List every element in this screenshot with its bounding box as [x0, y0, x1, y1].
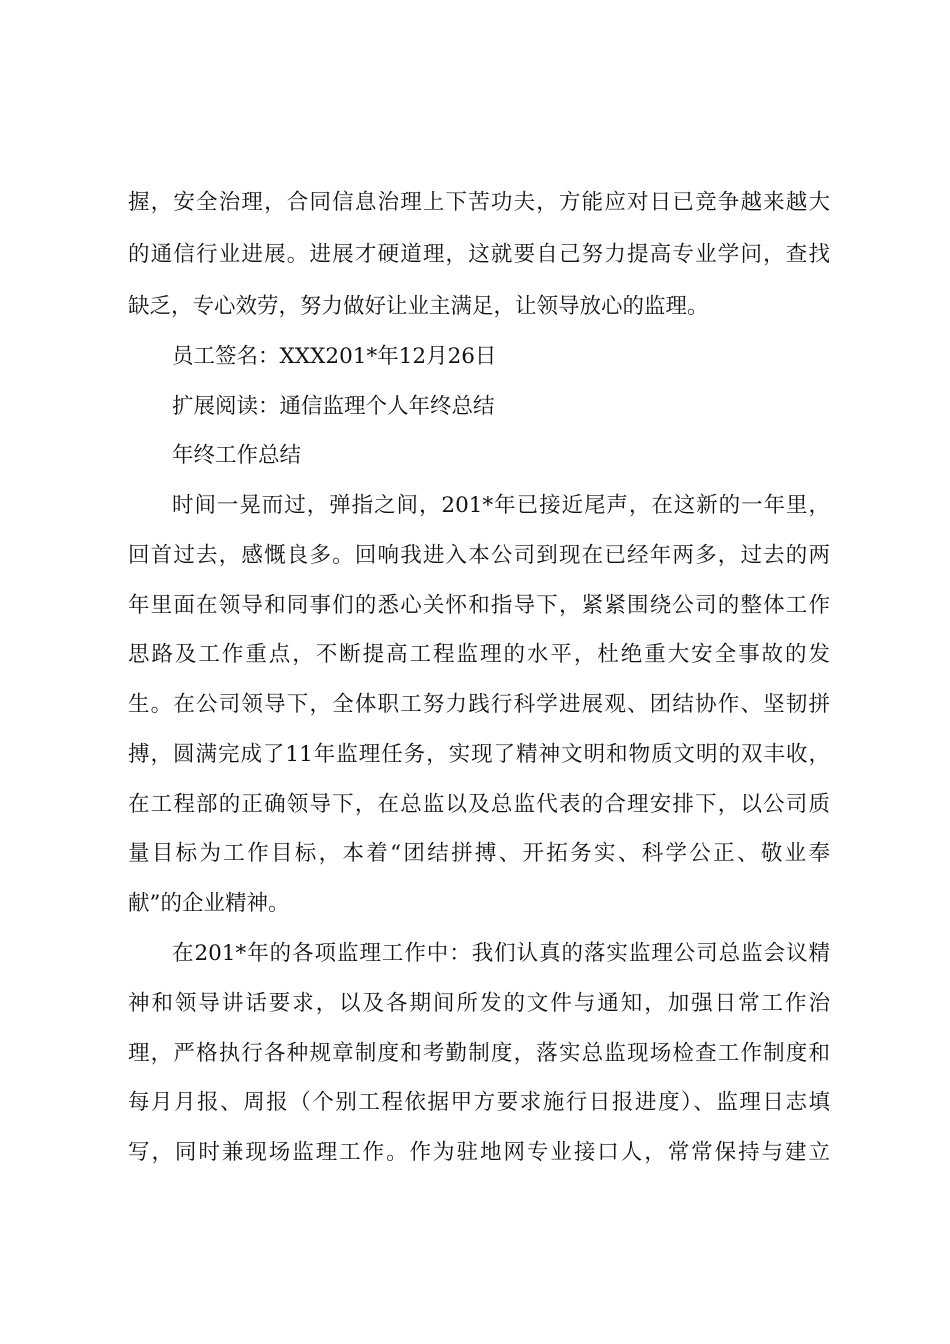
paragraph-line: 在201*年的各项监理工作中：我们认真的落实监理公司总监会议精 — [172, 941, 830, 966]
paragraph-line: 写，同时兼现场监理工作。作为驻地网专业接口人，常常保持与建立 — [128, 1140, 830, 1165]
paragraph-line: 搏，圆满完成了11年监理任务，实现了精神文明和物质文明的双丰收， — [128, 742, 830, 767]
paragraph-line: 理，严格执行各种规章制度和考勤制度，落实总监现场检查工作制度和 — [128, 1041, 830, 1066]
paragraph-line: 献”的企业精神。 — [128, 891, 290, 916]
extended-reading-line: 扩展阅读：通信监理个人年终总结 — [172, 394, 495, 419]
paragraph-line: 思路及工作重点，不断提高工程监理的水平，杜绝重大安全事故的发 — [128, 642, 830, 667]
paragraph-line: 握，安全治理，合同信息治理上下苦功夫，方能应对日已竞争越来越大 — [128, 190, 830, 215]
paragraph-line: 每月月报、周报（个别工程依据甲方要求施行日报进度）、监理日志填 — [128, 1090, 830, 1115]
paragraph-line: 在工程部的正确领导下，在总监以及总监代表的合理安排下，以公司质 — [128, 792, 830, 817]
paragraph-line: 回首过去，感慨良多。回响我进入本公司到现在已经年两多，过去的两 — [128, 543, 830, 568]
paragraph-line: 神和领导讲话要求，以及各期间所发的文件与通知，加强日常工作治 — [128, 991, 830, 1016]
paragraph-line: 时间一晃而过，弹指之间，201*年已接近尾声，在这新的一年里， — [172, 493, 830, 518]
paragraph-line: 的通信行业进展。进展才硬道理，这就要自己努力提高专业学问，查找 — [128, 242, 830, 267]
paragraph-line: 生。在公司领导下，全体职工努力践行科学进展观、团结协作、坚韧拼 — [128, 692, 830, 717]
signature-line: 员工签名：XXX201*年12月26日 — [172, 344, 497, 369]
section-title: 年终工作总结 — [172, 443, 302, 468]
paragraph-line: 缺乏，专心效劳，努力做好让业主满足，让领导放心的监理。 — [128, 294, 709, 319]
paragraph-line: 量目标为工作目标，本着“团结拼搏、开拓务实、科学公正、敬业奉 — [128, 841, 830, 866]
paragraph-line: 年里面在领导和同事们的悉心关怀和指导下，紧紧围绕公司的整体工作 — [128, 593, 830, 618]
